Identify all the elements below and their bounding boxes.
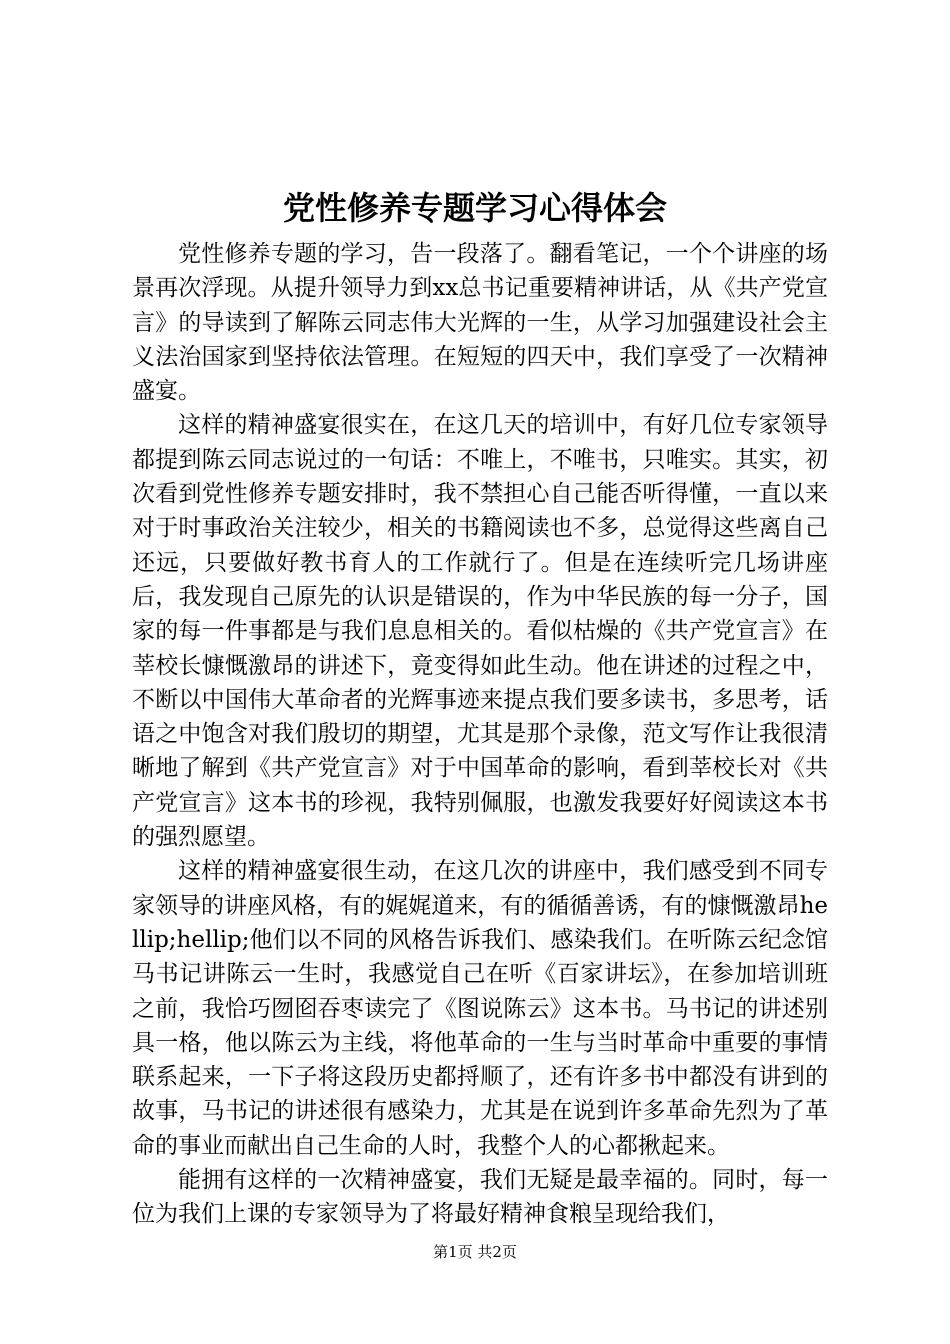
document-title: 党性修养专题学习心得体会 [282,189,667,227]
paragraph-3: 这样的精神盛宴很生动，在这几次的讲座中，我们感受到不同专家领导的讲座风格，有的娓娓道来，有的循循善诱，有的慷慨激昂hellip;hellip;他们以不同的风格告诉我们、感染我们。在听陈云纪念馆马书记讲陈云一生时，我感觉自己在听《百家讲坛》，在参加培训班之前，我恰巧囫囵吞枣读完了《图说陈云》这本书。马书记的讲述别具一格，他以陈云为主线，将他革命的一生与当时革命中重要的事情联系起来，一下子将这段历史都捋顺了，还有许多书中都没有讲到的故事，马书记的讲述很有感染力，尤其是在说到许多革命先烈为了革命的事业而献出自己生命的人时，我整个人的心都揪起来。 [132,858,828,1159]
page-number-footer: 第1页 共2页 [433,1243,517,1261]
document-body [132,237,828,1232]
paragraph-4: 能拥有这样的一次精神盛宴，我们无疑是最幸福的。同时，每一位为我们上课的专家领导为了将最好精神食粮呈现给我们， [132,1167,828,1228]
paragraph-2: 这样的精神盛宴很实在，在这几天的培训中，有好几位专家领导都提到陈云同志说过的一句话：不唯上，不唯书，只唯实。其实，初次看到党性修养专题安排时，我不禁担心自己能否听得懂，一直以来对于时事政治关注较少，相关的书籍阅读也不多，总觉得这些离自己还远，只要做好教书育人的工作就行了。但是在连续听完几场讲座后，我发现自己原先的认识是错误的，作为中华民族的每一分子，国家的每一件事都是与我们息息相关的。看似枯燥的《共产党宣言》在莘校长慷慨激昂的讲述下，竟变得如此生动。他在讲述的过程之中，不断以中国伟大革命者的光辉事迹来提点我们要多读书，多思考，话语之中饱含对我们殷切的期望，尤其是那个录像，范文写作让我很清晰地了解到《共产党宣言》对于中国革命的影响，看到莘校长对《共产党宣言》这本书的珍视，我特别佩服，也激发我要好好阅读这本书的强烈愿望。 [132,412,828,851]
paragraph-1: 党性修养专题的学习，告一段落了。翻看笔记，一个个讲座的场景再次浮现。从提升领导力到xx总书记重要精神讲话，从《共产党宣言》的导读到了解陈云同志伟大光辉的一生，从学习加强建设社会主义法治国家到坚持依法管理。在短短的四天中，我们享受了一次精神盛宴。 [132,241,828,405]
